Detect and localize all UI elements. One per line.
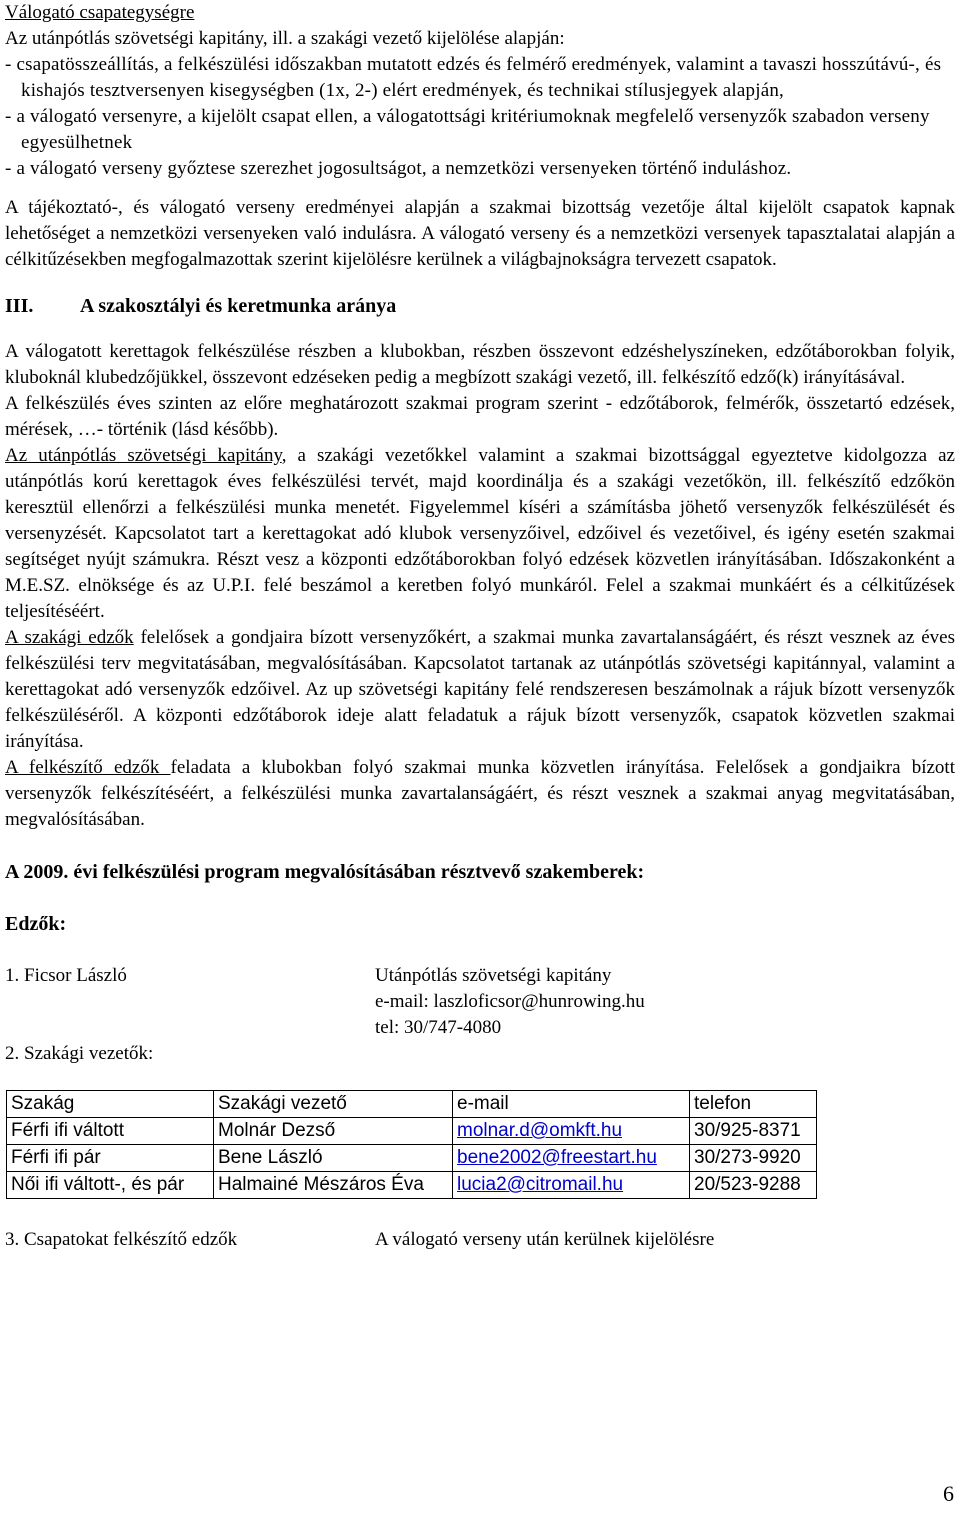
section-number: III.: [5, 295, 34, 317]
coach-1-name: 1. Ficsor László: [5, 965, 127, 986]
paragraph-valogatott: A válogatott kerettagok felkészülése részben a klubokban, részben összevont edzéshelyszíneken, edzőtáborokban folyik, kluboknál klubedzőjükkel, összevont edzéseken pedig a megbízott szakági vezető, ill. felkészítő edző(k) irányításával.: [5, 341, 955, 388]
item-2-label: 2. Szakági vezetők:: [5, 1043, 154, 1064]
coach-1-email: e-mail: laszloficsor@hunrowing.hu: [375, 991, 645, 1012]
paragraph-szakagi-edzok: [5, 625, 955, 755]
table-header-cell: Szakági vezető: [214, 1091, 453, 1118]
felkeszito-text: feladata a klubokban folyó szakmai munka közvetlen irányítása. Felelősek a gondjaikra bízott versenyzők felkészítéséért, a felkészülési munka zavartalanságáért, és részt vesznek a szakmai anyag megvitatásában, megvalósításában.: [5, 757, 955, 830]
item-3-label: 3. Csapatokat felkészítő edzők: [5, 1229, 238, 1250]
coach-1-tel: tel: 30/747-4080: [375, 1017, 502, 1038]
szakagi-lead: A szakági edzők: [5, 627, 134, 648]
heading-edzok: Edzők:: [5, 913, 67, 935]
document-page: [5, 0, 955, 1253]
paragraph-felkeszules: A felkészülés éves szinten az előre meghatározott szakmai program szerint - edzőtáborok, felmérők, összetartó edzések, mérések, …- történik (lásd később).: [5, 393, 955, 440]
section-title: A szakosztályi és keretmunka aránya: [80, 295, 397, 317]
bullet-item-1: - csapatösszeállítás, a felkészülési időszakban mutatott edzés és felmérő eredmények, valamint a tavaszi hosszútávú-, és kishajós tesztversenyen kisegységben (1x, 2-) elért eredmények, és technikai stílusjegyek alapján,: [5, 54, 942, 101]
email-link[interactable]: molnar.d@omkft.hu: [457, 1120, 623, 1141]
table-row: [7, 1172, 817, 1199]
heading-2009-program: A 2009. évi felkészülési program megvalósításában résztvevő szakemberek:: [5, 861, 645, 883]
felkeszito-lead: A felkészítő edzők: [5, 757, 171, 778]
table-cell: Bene László: [214, 1145, 453, 1172]
item-3-value: A válogató verseny után kerülnek kijelölésre: [375, 1229, 715, 1250]
paragraph-tajekoztato: A tájékoztató-, és válogató verseny eredményei alapján a szakmai bizottság vezetője által kijelölt csapatok kapnak lehetőséget a nemzetközi versenyeken való indulásra. A válogató verseny és a nemzetközi versenyek tapasztalatai alapján a célkitűzésekben megfogalmazottak szerint kijelölésre kerülnek a világbajnokságra tervezett csapatok.: [5, 197, 955, 270]
table-cell: Férfi ifi pár: [7, 1145, 214, 1172]
email-link[interactable]: bene2002@freestart.hu: [457, 1147, 657, 1168]
table-cell: 20/523-9288: [690, 1172, 817, 1199]
table-header-cell: e-mail: [453, 1091, 690, 1118]
email-link[interactable]: lucia2@citromail.hu: [457, 1174, 624, 1195]
table-header-cell: telefon: [690, 1091, 817, 1118]
table-row: [7, 1145, 817, 1172]
table-cell: 30/925-8371: [690, 1118, 817, 1145]
bullet-item-2: - a válogató versenyre, a kijelölt csapat ellen, a válogatottsági kritériumoknak megfelelő versenyzők szabadon verseny egyesülhetnek: [5, 106, 930, 153]
table-header-row: [7, 1091, 817, 1118]
table-row: [7, 1118, 817, 1145]
szakagi-text: felelősek a gondjaira bízott versenyzőkért, a szakmai munka zavartalanságáért, és részt vesznek az éves felkészülési terv megvitatásában, megvalósításában. Kapcsolatot tartanak az utánpótlás szövetségi kapitánnyal, valamint a kerettagokat adó versenyzők edzőivel. Az up szövetségi kapitány felé rendszeresen beszámolnak a rájuk bízott versenyzők felkészüléséről. A központi edzőtáborok ideje alatt feladatuk a rájuk bízott versenyzők, csapatok közvetlen szakmai irányítása.: [5, 627, 955, 752]
table-cell-email: [453, 1118, 690, 1145]
kapitany-text: , a szakági vezetőkkel valamint a szakmai bizottsággal egyeztetve kidolgozza az utánpótlás korú kerettagok éves felkészülési tervét, majd koordinálja és a szakági vezetőkön, ill. felkészítő edzőkön keresztül ellenőrzi a felkészülési munka menetét. Figyelemmel kíséri a számításba jöhető versenyzők felkészülését és versenyzését. Kapcsolatot tart a kerettagokat adó klubok versenyzőivel, edzőivel és vezetőivel, és igény esetén szakmai segítséget nyújt számukra. Részt vesz a központi edzőtáborokban folyó edzések közvetlen irányításában. Időszakonként a M.E.SZ. elnöksége és az U.P.I. felé beszámol a keretben folyó munkáról. Felel a szakmai munkáért és a célkitűzések teljesítéséért.: [5, 445, 955, 622]
paragraph-felkeszito-edzok: [5, 755, 955, 833]
section-heading-3: [5, 293, 955, 319]
kapitany-lead: Az utánpótlás szövetségi kapitány: [5, 445, 282, 466]
table-cell: Halmainé Mészáros Éva: [214, 1172, 453, 1199]
table-cell-email: [453, 1172, 690, 1199]
intro-line: Az utánpótlás szövetségi kapitány, ill. a szakági vezető kijelölése alapján:: [5, 28, 565, 49]
table-cell: Férfi ifi váltott: [7, 1118, 214, 1145]
coach-entry-3: [5, 1227, 955, 1253]
coach-entry-1: [5, 963, 955, 1041]
table-cell: Női ifi váltott-, és pár: [7, 1172, 214, 1199]
paragraph-kapitany: [5, 443, 955, 625]
bullet-item-3: - a válogató verseny győztese szerezhet jogosultságot, a nemzetközi versenyeken történő induláshoz.: [5, 158, 792, 179]
table-cell: 30/273-9920: [690, 1145, 817, 1172]
page-number: 6: [943, 1481, 954, 1506]
table-header-cell: Szakág: [7, 1091, 214, 1118]
szakagi-vezetok-table: [6, 1090, 817, 1199]
coach-1-role: Utánpótlás szövetségi kapitány: [375, 965, 612, 986]
table-cell-email: [453, 1145, 690, 1172]
heading-valogato-csapategysegre: Válogató csapategységre: [5, 2, 195, 23]
table-cell: Molnár Dezső: [214, 1118, 453, 1145]
coach-1-details: [375, 963, 645, 1041]
